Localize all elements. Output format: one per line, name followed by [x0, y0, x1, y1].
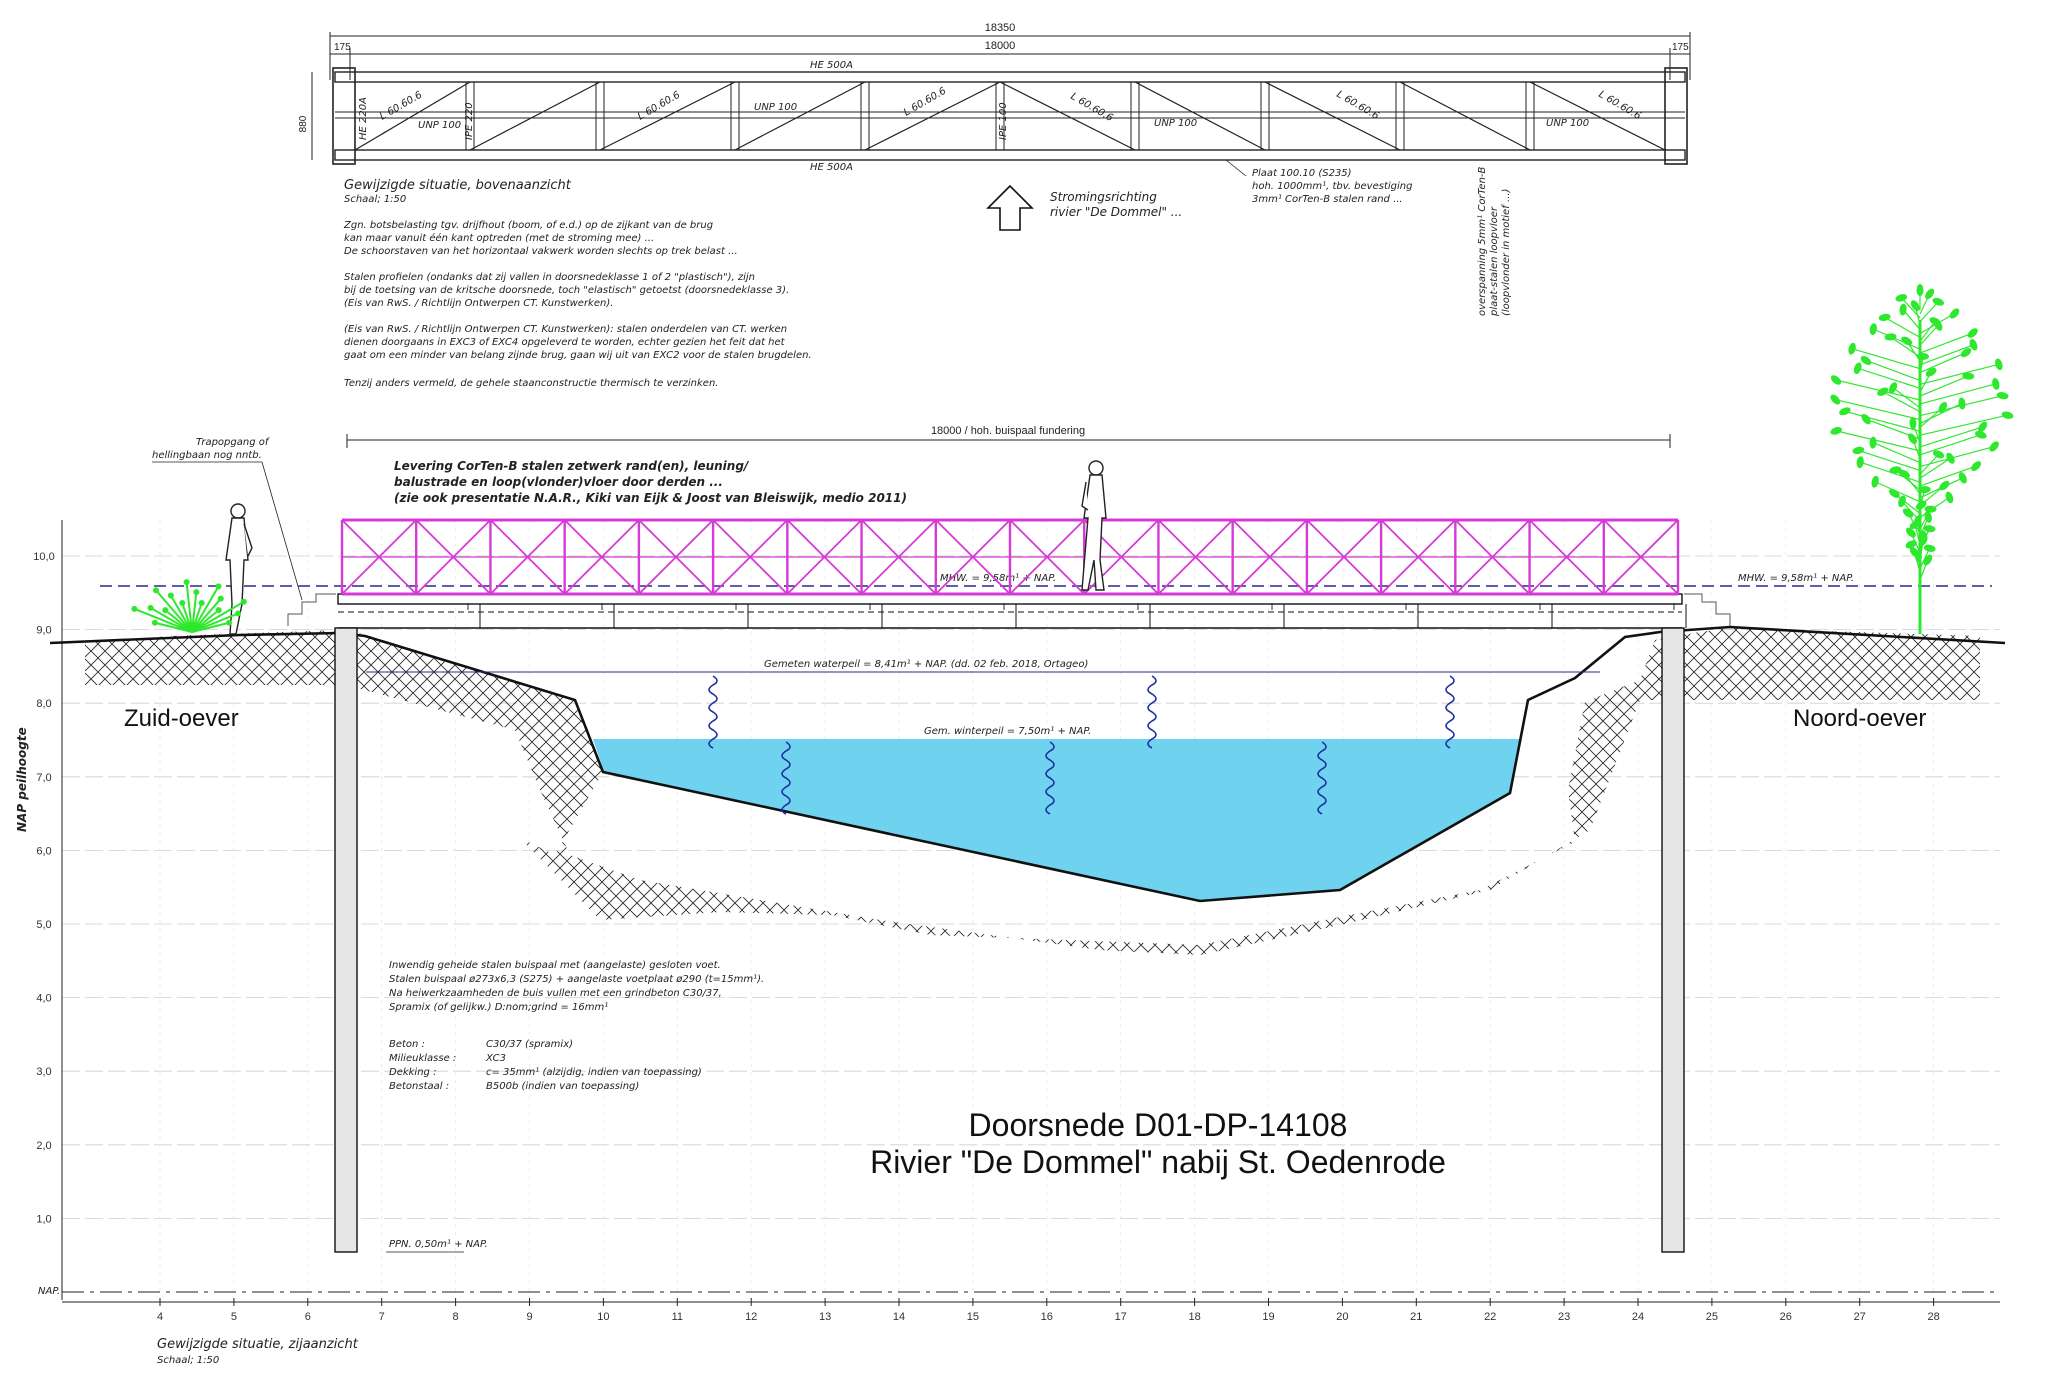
x-tick-label: 7	[378, 1311, 385, 1323]
stair-note-2: hellingbaan nog nntb.	[152, 450, 262, 461]
truss-diagonal	[1233, 520, 1270, 557]
truss-diagonal	[1418, 557, 1455, 594]
note-line-5: Stalen profielen (ondanks dat zij vallen in doorsnedeklasse 1 of 2 "plastisch"), zijn	[344, 272, 756, 283]
x-tick-label: 26	[1779, 1311, 1792, 1323]
x-tick-label: 16	[1040, 1311, 1053, 1323]
x-tick-label: 18	[1188, 1311, 1201, 1323]
tree-leaf	[1957, 471, 1968, 485]
tree-branch	[1883, 392, 1920, 412]
spec-val-3: c= 35mm¹ (alzijdig, indien van toepassing)	[486, 1067, 702, 1078]
truss-diagonal	[1492, 520, 1529, 557]
tree-leaf	[1838, 406, 1852, 417]
truss-diagonal	[453, 557, 490, 594]
profile-ipe-100: IPE 100	[998, 102, 1009, 140]
y-tick-label: 7,0	[36, 771, 52, 784]
pile-south	[335, 628, 357, 1252]
plate-note-2: hoh. 1000mm¹, tbv. bevestiging	[1252, 181, 1413, 192]
truss-diagonal	[1641, 557, 1678, 594]
truss-diagonal	[602, 520, 639, 557]
side-scale: Schaal; 1:50	[157, 1355, 220, 1366]
deck-i-marker: I	[1672, 602, 1676, 613]
truss-diagonal	[750, 520, 787, 557]
tree-branch	[1873, 329, 1920, 349]
plan-title: Gewijzigde situatie, bovenaanzicht	[344, 178, 571, 193]
corten-note-2: balustrade en loop(vlonder)vloer door derden ...	[394, 475, 723, 489]
truss-diagonal	[1641, 520, 1678, 557]
note-line-6: bij de toetsing van de kritsche doorsnede, toch "elastisch" getoetst (doorsnedeklasse 3).	[344, 285, 790, 296]
plan-cross-beam	[1131, 82, 1139, 150]
profile-unp-d: UNP 100	[1546, 118, 1590, 129]
profile-angle-e: L 60.60.6	[1334, 89, 1381, 123]
plan-cross-beam	[1396, 82, 1404, 150]
pile-note-2: Stalen buispaal ø273x6,3 (S275) + aangelaste voetplaat ø290 (t=15mm¹).	[389, 974, 765, 985]
profile-angle-a: L 60.60.6	[378, 89, 425, 123]
tree-leaf	[1847, 342, 1857, 355]
truss-diagonal	[1196, 520, 1233, 557]
truss-diagonal	[1158, 557, 1195, 594]
tree-branch	[1920, 384, 1996, 404]
truss-diagonal	[1047, 520, 1084, 557]
mhw-right: MHW. = 9,58m¹ + NAP.	[1738, 573, 1855, 584]
shrub-leaf	[235, 610, 241, 616]
deck-i-marker: I	[1002, 602, 1006, 613]
truss-diagonal	[602, 557, 639, 594]
x-tick-label: 22	[1484, 1311, 1497, 1323]
x-tick-label: 25	[1705, 1311, 1719, 1323]
spec-key-2: Milieuklasse :	[389, 1053, 457, 1064]
profile-angle-b: L 60.60.6	[636, 89, 683, 123]
x-tick-label: 24	[1631, 1311, 1645, 1323]
truss-diagonal	[787, 520, 824, 557]
shrub-leaf	[168, 592, 174, 598]
bank-north: Noord-oever	[1793, 705, 1927, 732]
corten-note-3: (zie ook presentatie N.A.R., Kiki van Eijk & Joost van Bleiswijk, medio 2011)	[394, 491, 907, 505]
truss-diagonal	[1530, 557, 1567, 594]
tree-branch	[1858, 368, 1920, 388]
spec-key-1: Beton :	[389, 1039, 425, 1050]
truss-diagonal	[1381, 557, 1418, 594]
tree-branch	[1920, 458, 1950, 478]
shrub-leaf	[226, 620, 232, 626]
truss-diagonal	[1492, 557, 1529, 594]
wave-icon	[709, 676, 717, 748]
span-dimension: 18000 / hoh. buispaal fundering	[930, 425, 1086, 437]
x-tick-label: 14	[892, 1311, 906, 1323]
truss-diagonal	[416, 520, 453, 557]
spec-key-4: Betonstaal :	[389, 1081, 450, 1092]
truss-diagonal	[1121, 520, 1158, 557]
deck-i-marker: I	[1270, 602, 1274, 613]
tree-leaf	[1899, 303, 1907, 316]
truss-diagonal	[1344, 520, 1381, 557]
spec-key-3: Dekking :	[389, 1067, 437, 1078]
vertical-note	[1477, 166, 1512, 317]
profile-angle-d: L 60.60.6	[1068, 91, 1115, 125]
side-title: Gewijzigde situatie, zijaanzicht	[157, 1337, 358, 1352]
tree-icon	[1829, 284, 2014, 634]
drawing-title-2: Rivier "De Dommel" nabij St. Oedenrode	[870, 1144, 1446, 1180]
deck-i-marker: I	[868, 602, 872, 613]
tree-leaf	[1829, 426, 1843, 436]
stairs-south	[288, 594, 336, 626]
truss-diagonal	[639, 557, 676, 594]
plan-cross-beam	[861, 82, 869, 150]
vertical-note-1: overspanning 5mm¹ CorTen-B	[1477, 166, 1488, 316]
plan-diagonal	[600, 82, 735, 150]
y-tick-label: 9,0	[36, 624, 52, 637]
end-beam-label: HE 220A	[358, 97, 369, 140]
plan-diagonal	[470, 82, 600, 150]
plan-diagonal	[1265, 82, 1400, 150]
truss-diagonal	[899, 557, 936, 594]
x-tick-label: 6	[304, 1311, 311, 1323]
note-line-3: De schoorstaven van het horizontaal vakwerk worden slechts op trek belast ...	[344, 246, 738, 257]
shrub-leaf	[216, 607, 222, 613]
beam-top-label: HE 500A	[810, 60, 853, 71]
wave-icon	[1148, 676, 1156, 748]
truss-diagonal	[936, 520, 973, 557]
x-tick-label: 4	[156, 1311, 164, 1323]
beam-bottom-label: HE 500A	[810, 162, 853, 173]
note-line-1: Zgn. botsbelasting tgv. drijfhout (boom, of e.d.) op de zijkant van de brug	[344, 220, 714, 231]
profile-angle-c: L 60.60.6	[902, 85, 949, 119]
flow-direction	[988, 186, 1182, 230]
truss-diagonal	[973, 520, 1010, 557]
truss-diagonal	[1121, 557, 1158, 594]
x-tick-label: 11	[671, 1311, 684, 1323]
x-axis	[62, 1298, 2000, 1323]
truss-diagonal	[676, 520, 713, 557]
mhw-left: MHW. = 9,58m¹ + NAP.	[940, 573, 1057, 584]
pile-note-3: Na heiwerkzaamheden de buis vullen met een grindbeton C30/37,	[389, 988, 722, 999]
x-tick-label: 19	[1262, 1311, 1275, 1323]
profile-angle-f: L 60.60.6	[1596, 89, 1643, 123]
railing-truss	[342, 520, 1678, 594]
truss-diagonal	[1233, 557, 1270, 594]
tree-leaf	[1856, 456, 1865, 469]
person-bridge-icon	[1082, 461, 1106, 590]
deck-i-marker: I	[600, 602, 604, 613]
winter-level: Gem. winterpeil = 7,50m¹ + NAP.	[924, 726, 1092, 737]
truss-diagonal	[490, 557, 527, 594]
plan-scale: Schaal; 1:50	[344, 194, 407, 205]
tree-leaf	[1876, 386, 1890, 398]
pile-note-4: Spramix (of gelijkw.) D:nom;grind = 16mm¹	[389, 1002, 609, 1013]
plate-note	[1226, 160, 1412, 205]
truss-diagonal	[490, 520, 527, 557]
truss-diagonal	[713, 520, 750, 557]
tree-leaf	[1994, 358, 2004, 372]
corten-note-1: Levering CorTen-B stalen zetwerk rand(en), leuning/	[394, 459, 749, 473]
tree-leaf	[1895, 293, 1908, 303]
truss-diagonal	[1455, 557, 1492, 594]
truss-diagonal	[379, 520, 416, 557]
truss-diagonal	[1381, 520, 1418, 557]
tree-branch	[1920, 415, 2007, 435]
truss-diagonal	[676, 557, 713, 594]
profile-unp-b: UNP 100	[754, 102, 798, 113]
tree-branch	[1858, 450, 1920, 470]
y-axis	[33, 520, 62, 1300]
deck-i-marker: I	[466, 602, 470, 613]
truss-diagonal	[453, 520, 490, 557]
truss-diagonal	[639, 520, 676, 557]
flow-arrow-icon	[988, 186, 1032, 230]
spec-val-1: C30/37 (spramix)	[486, 1039, 574, 1050]
pile-north	[1662, 628, 1684, 1252]
tree-leaf	[1923, 544, 1936, 553]
x-tick-label: 9	[526, 1311, 533, 1323]
dim-edge-right: 175	[1672, 42, 1689, 53]
truss-diagonal	[1567, 557, 1604, 594]
tree-branch	[1836, 380, 1920, 400]
plan-diagonal	[1530, 82, 1665, 150]
tree-leaf	[1931, 296, 1945, 307]
truss-diagonal	[1270, 557, 1307, 594]
tree-leaf	[1945, 451, 1957, 465]
shrub-leaf	[179, 600, 185, 606]
x-tick-label: 17	[1114, 1311, 1127, 1323]
shrub-icon	[131, 579, 246, 632]
flow-line1: Stromingsrichting	[1050, 190, 1157, 204]
x-tick-label: 12	[745, 1311, 758, 1323]
tree-leaf	[1917, 284, 1924, 296]
profile-ipe: IPE 220	[464, 102, 475, 140]
shrub-leaf	[199, 600, 205, 606]
shrub-leaf	[148, 605, 154, 611]
x-tick-label: 15	[966, 1311, 980, 1323]
stairs-north	[1684, 594, 1730, 626]
side-view	[15, 284, 2014, 1366]
tree-leaf	[1991, 377, 2000, 390]
plan-diagonal	[735, 82, 865, 150]
note-line-11: gaat om een minder van belang zijnde brug, gaan wij uit van EXC2 voor de stalen brugdelen.	[344, 350, 812, 361]
profile-unp-a: UNP 100	[418, 120, 462, 131]
ppn-label: PPN. 0,50m¹ + NAP.	[389, 1239, 488, 1250]
river-water	[593, 739, 1522, 901]
deck-i-marker: I	[1538, 602, 1542, 613]
truss-diagonal	[342, 557, 379, 594]
y-tick-label: 8,0	[36, 698, 52, 711]
note-line-13: Tenzij anders vermeld, de gehele staanconstructie thermisch te verzinken.	[344, 378, 719, 389]
tree-leaf	[1969, 459, 1982, 472]
truss-diagonal	[528, 557, 565, 594]
y-tick-label: 6,0	[36, 845, 52, 858]
tree-leaf	[1944, 491, 1955, 505]
y-tick-label: 2,0	[36, 1139, 52, 1152]
truss-diagonal	[565, 520, 602, 557]
x-tick-label: 20	[1336, 1311, 1349, 1323]
shrub-leaf	[184, 579, 190, 585]
shrub-leaf	[131, 606, 137, 612]
truss-diagonal	[342, 520, 379, 557]
pile-note-1: Inwendig geheide stalen buispaal met (aangelaste) gesloten voet.	[389, 960, 721, 971]
truss-diagonal	[1418, 520, 1455, 557]
truss-diagonal	[1567, 520, 1604, 557]
y-tick-label: 1,0	[36, 1213, 52, 1226]
truss-diagonal	[862, 557, 899, 594]
dim-span: 18000	[984, 40, 1016, 52]
x-tick-label: 10	[597, 1311, 610, 1323]
truss-diagonal	[1604, 520, 1641, 557]
plan-cross-beam	[731, 82, 739, 150]
truss-diagonal	[1010, 520, 1047, 557]
nap-label: NAP.	[38, 1286, 61, 1297]
x-tick-label: 28	[1927, 1311, 1940, 1323]
plan-cross-beam	[1261, 82, 1269, 150]
y-tick-label: 4,0	[36, 992, 52, 1005]
tree-branch	[1920, 454, 1939, 474]
tree-branch	[1866, 360, 1920, 380]
x-tick-label: 13	[818, 1311, 832, 1323]
plate-note-3: 3mm¹ CorTen-B stalen rand ...	[1252, 194, 1403, 205]
x-tick-label: 27	[1853, 1311, 1866, 1323]
deck-i-marker: I	[1136, 602, 1140, 613]
deck-i-marker: I	[1404, 602, 1408, 613]
deck-i-marker: I	[734, 602, 738, 613]
drawing-title-1: Doorsnede D01-DP-14108	[968, 1107, 1348, 1143]
shrub-leaf	[162, 607, 168, 613]
truss-diagonal	[1530, 520, 1567, 557]
truss-diagonal	[899, 520, 936, 557]
vertical-note-2: plaat-stalen loopvloer	[1489, 206, 1500, 316]
x-tick-label: 8	[452, 1311, 459, 1323]
truss-diagonal	[565, 557, 602, 594]
tree-leaf	[1937, 400, 1949, 414]
deck-cross-beams	[467, 602, 1686, 628]
tree-branch	[1920, 447, 1994, 467]
notes-block	[343, 220, 812, 389]
tree-leaf	[1829, 373, 1843, 386]
spec-val-4: B500b (indien van toepassing)	[486, 1081, 640, 1092]
truss-diagonal	[416, 557, 453, 594]
plan-cross-beam	[1526, 82, 1534, 150]
tree-leaf	[1852, 446, 1865, 456]
plan-cross-beam	[596, 82, 604, 150]
truss-diagonal	[824, 557, 861, 594]
bank-south: Zuid-oever	[124, 705, 239, 732]
dim-total: 18350	[984, 22, 1016, 34]
x-tick-label: 5	[230, 1311, 237, 1323]
truss-diagonal	[750, 557, 787, 594]
shrub-branch	[134, 609, 192, 632]
plan-diagonal	[1000, 82, 1135, 150]
truss-diagonal	[713, 557, 750, 594]
tree-leaf	[1966, 326, 1980, 339]
truss-diagonal	[1158, 520, 1195, 557]
shrub-leaf	[193, 589, 199, 595]
note-line-2: kan maar vanuit één kant optreden (met de stroming mee) ...	[344, 233, 655, 244]
tree-leaf	[1829, 393, 1842, 406]
truss-diagonal	[1604, 557, 1641, 594]
profile-unp-c: UNP 100	[1154, 118, 1198, 129]
truss-diagonal	[787, 557, 824, 594]
note-line-9: (Eis van RwS. / Richtlijn Ontwerpen CT. Kunstwerken): stalen onderdelen van CT. werken	[344, 324, 788, 335]
truss-diagonal	[1344, 557, 1381, 594]
measured-level: Gemeten waterpeil = 8,41m¹ + NAP. (dd. 02 feb. 2018, Ortageo)	[764, 659, 1089, 670]
tree-leaf	[1996, 391, 2009, 400]
tree-leaf	[1860, 412, 1873, 426]
shrub-leaf	[152, 620, 158, 626]
plate-note-1: Plaat 100.10 (S235)	[1252, 168, 1352, 179]
dim-edge-left: 175	[334, 42, 351, 53]
tree-branch	[1845, 411, 1920, 431]
truss-diagonal	[1455, 520, 1492, 557]
shrub-leaf	[153, 587, 159, 593]
tree-leaf	[1958, 397, 1966, 410]
tree-leaf	[1869, 323, 1878, 336]
truss-diagonal	[528, 520, 565, 557]
shrub-leaf	[241, 599, 247, 605]
truss-diagonal	[824, 520, 861, 557]
x-tick-label: 23	[1557, 1311, 1571, 1323]
truss-diagonal	[1307, 520, 1344, 557]
tree-leaf	[1852, 361, 1863, 375]
wave-icon	[1446, 676, 1454, 748]
x-tick-label: 21	[1410, 1311, 1423, 1323]
tree-leaf	[1869, 436, 1877, 448]
dim-depth: 880	[298, 115, 309, 133]
y-tick-label: 3,0	[36, 1066, 52, 1079]
y-tick-label: 5,0	[36, 919, 52, 931]
note-line-7: (Eis van RwS. / Richtlijn Ontwerpen CT. Kunstwerken).	[344, 298, 614, 309]
tree-branch	[1860, 462, 1920, 482]
tree-leaf	[1870, 475, 1880, 488]
flow-line2: rivier "De Dommel" ...	[1050, 205, 1183, 219]
plan-cross-members	[355, 82, 1665, 150]
spec-val-2: XC3	[486, 1053, 507, 1064]
truss-diagonal	[379, 557, 416, 594]
truss-diagonal	[1307, 557, 1344, 594]
y-axis-title: NAP peilhoogte	[15, 727, 29, 832]
vertical-note-3: (loopvlonder in motief ...)	[1501, 188, 1512, 316]
tree-leaf	[1988, 440, 2001, 454]
plan-diagonal	[1400, 82, 1530, 150]
tree-leaf	[2001, 410, 2014, 420]
y-tick-label: 10,0	[33, 551, 55, 563]
truss-diagonal	[1270, 520, 1307, 557]
note-line-10: dienen doorgaans in EXC3 of EXC4 opgeleverd te worden, echter gezien het feit dat het	[344, 337, 785, 348]
shrub-leaf	[218, 596, 224, 602]
plan-diagonal	[1135, 82, 1265, 150]
shrub-leaf	[215, 583, 221, 589]
truss-diagonal	[1196, 557, 1233, 594]
truss-diagonal	[862, 520, 899, 557]
stair-note-1: Trapopgang of	[196, 437, 269, 448]
tree-leaf	[1948, 307, 1961, 321]
